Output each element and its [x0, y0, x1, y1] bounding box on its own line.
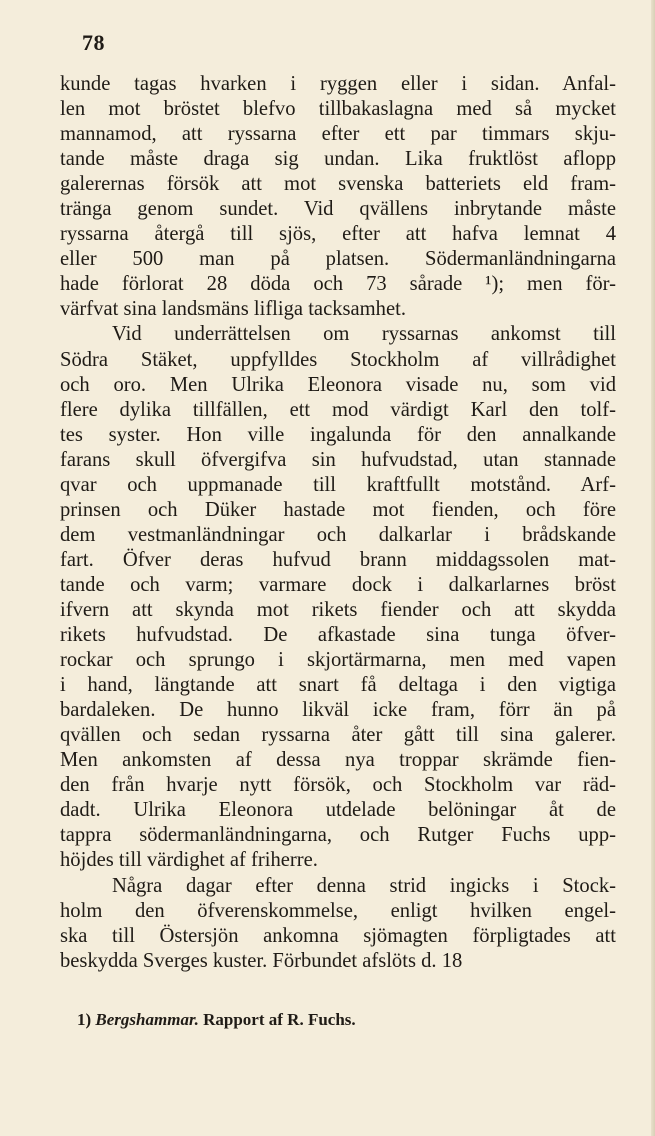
text-line: Men ankomsten af dessa nya troppar skrämde fien-	[60, 749, 616, 772]
text-line: tappra södermanländningarna, och Rutger Fuchs upp-	[60, 824, 616, 847]
text-line: eller 500 man på platsen. Södermanländningarna	[60, 248, 616, 271]
text-line: Vid underrättelsen om ryssarnas ankomst till	[112, 323, 616, 346]
text-line: Södra Stäket, uppfylldes Stockholm af villrådighet	[60, 348, 616, 371]
text-line: dadt. Ulrika Eleonora utdelade belöningar åt de	[60, 799, 616, 822]
text-line: höjdes till värdighet af friherre.	[60, 849, 318, 872]
page-number: 78	[82, 30, 105, 55]
footnote-marker: 1)	[77, 1010, 92, 1029]
text-line: holm den öfverenskommelse, enligt hvilken engel-	[60, 899, 616, 922]
text-line: och oro. Men Ulrika Eleonora visade nu, som vid	[60, 373, 616, 396]
text-line: tränga genom sundet. Vid qvällens inbrytande måste	[60, 198, 616, 221]
text-line: farans skull öfvergifva sin hufvudstad, utan stannade	[60, 448, 616, 471]
text-line: rikets hufvudstad. De afkastade sina tunga öfver-	[60, 624, 616, 647]
footnote	[77, 1010, 356, 1030]
page-edge-shadow	[651, 0, 655, 1136]
body-text	[60, 72, 616, 974]
text-line: hade förlorat 28 döda och 73 sårade ¹); men för-	[60, 273, 616, 296]
text-line: tande och varm; varmare dock i dalkarlarnes bröst	[60, 573, 616, 596]
text-line: fart. Öfver deras hufvud brann middagssolen mat-	[60, 548, 616, 571]
text-line: ska till Östersjön ankomna sjömagten förpligtades att	[60, 924, 616, 947]
text-line: tande måste draga sig undan. Lika fruktlöst aflopp	[60, 148, 616, 171]
text-line: mannamod, att ryssarna efter ett par timmars skju-	[60, 123, 616, 146]
text-line: galerernas försök att mot svenska batteriets eld fram-	[60, 173, 616, 196]
text-line: den från hvarje nytt försök, och Stockholm var räd-	[60, 774, 616, 797]
text-line: beskydda Sverges kuster. Förbundet afslöts d. 18	[60, 949, 463, 972]
text-line: Några dagar efter denna strid ingicks i Stock-	[112, 874, 616, 897]
text-line: tes syster. Hon ville ingalunda för den annalkande	[60, 423, 616, 446]
text-line: ifvern att skynda mot rikets fiender och att skydda	[60, 598, 616, 621]
text-line: qvar och uppmanade till kraftfullt motstånd. Arf-	[60, 473, 616, 496]
text-line: prinsen och Düker hastade mot fienden, och före	[60, 498, 616, 521]
footnote-text: Rapport af R. Fuchs.	[203, 1010, 356, 1029]
text-line: rockar och sprungo i skjortärmarna, men med vapen	[60, 649, 616, 672]
text-line: värfvat sina landsmäns lifliga tacksamhet.	[60, 298, 406, 321]
text-line: ryssarna återgå till sjös, efter att hafva lemnat 4	[60, 223, 616, 246]
text-line: qvällen och sedan ryssarna åter gått till sina galerer.	[60, 724, 616, 747]
text-line: flere dylika tillfällen, ett mod värdigt Karl den tolf-	[60, 398, 616, 421]
text-line: i hand, längtande att snart få deltaga i den vigtiga	[60, 674, 616, 697]
text-line: len mot bröstet blefvo tillbakaslagna med så mycket	[60, 98, 616, 121]
text-line: dem vestmanländningar och dalkarlar i brådskande	[60, 523, 616, 546]
footnote-source: Bergshammar.	[95, 1010, 199, 1029]
text-line: kunde tagas hvarken i ryggen eller i sidan. Anfal-	[60, 73, 616, 95]
text-line: bardaleken. De hunno likväl icke fram, förr än på	[60, 699, 616, 722]
